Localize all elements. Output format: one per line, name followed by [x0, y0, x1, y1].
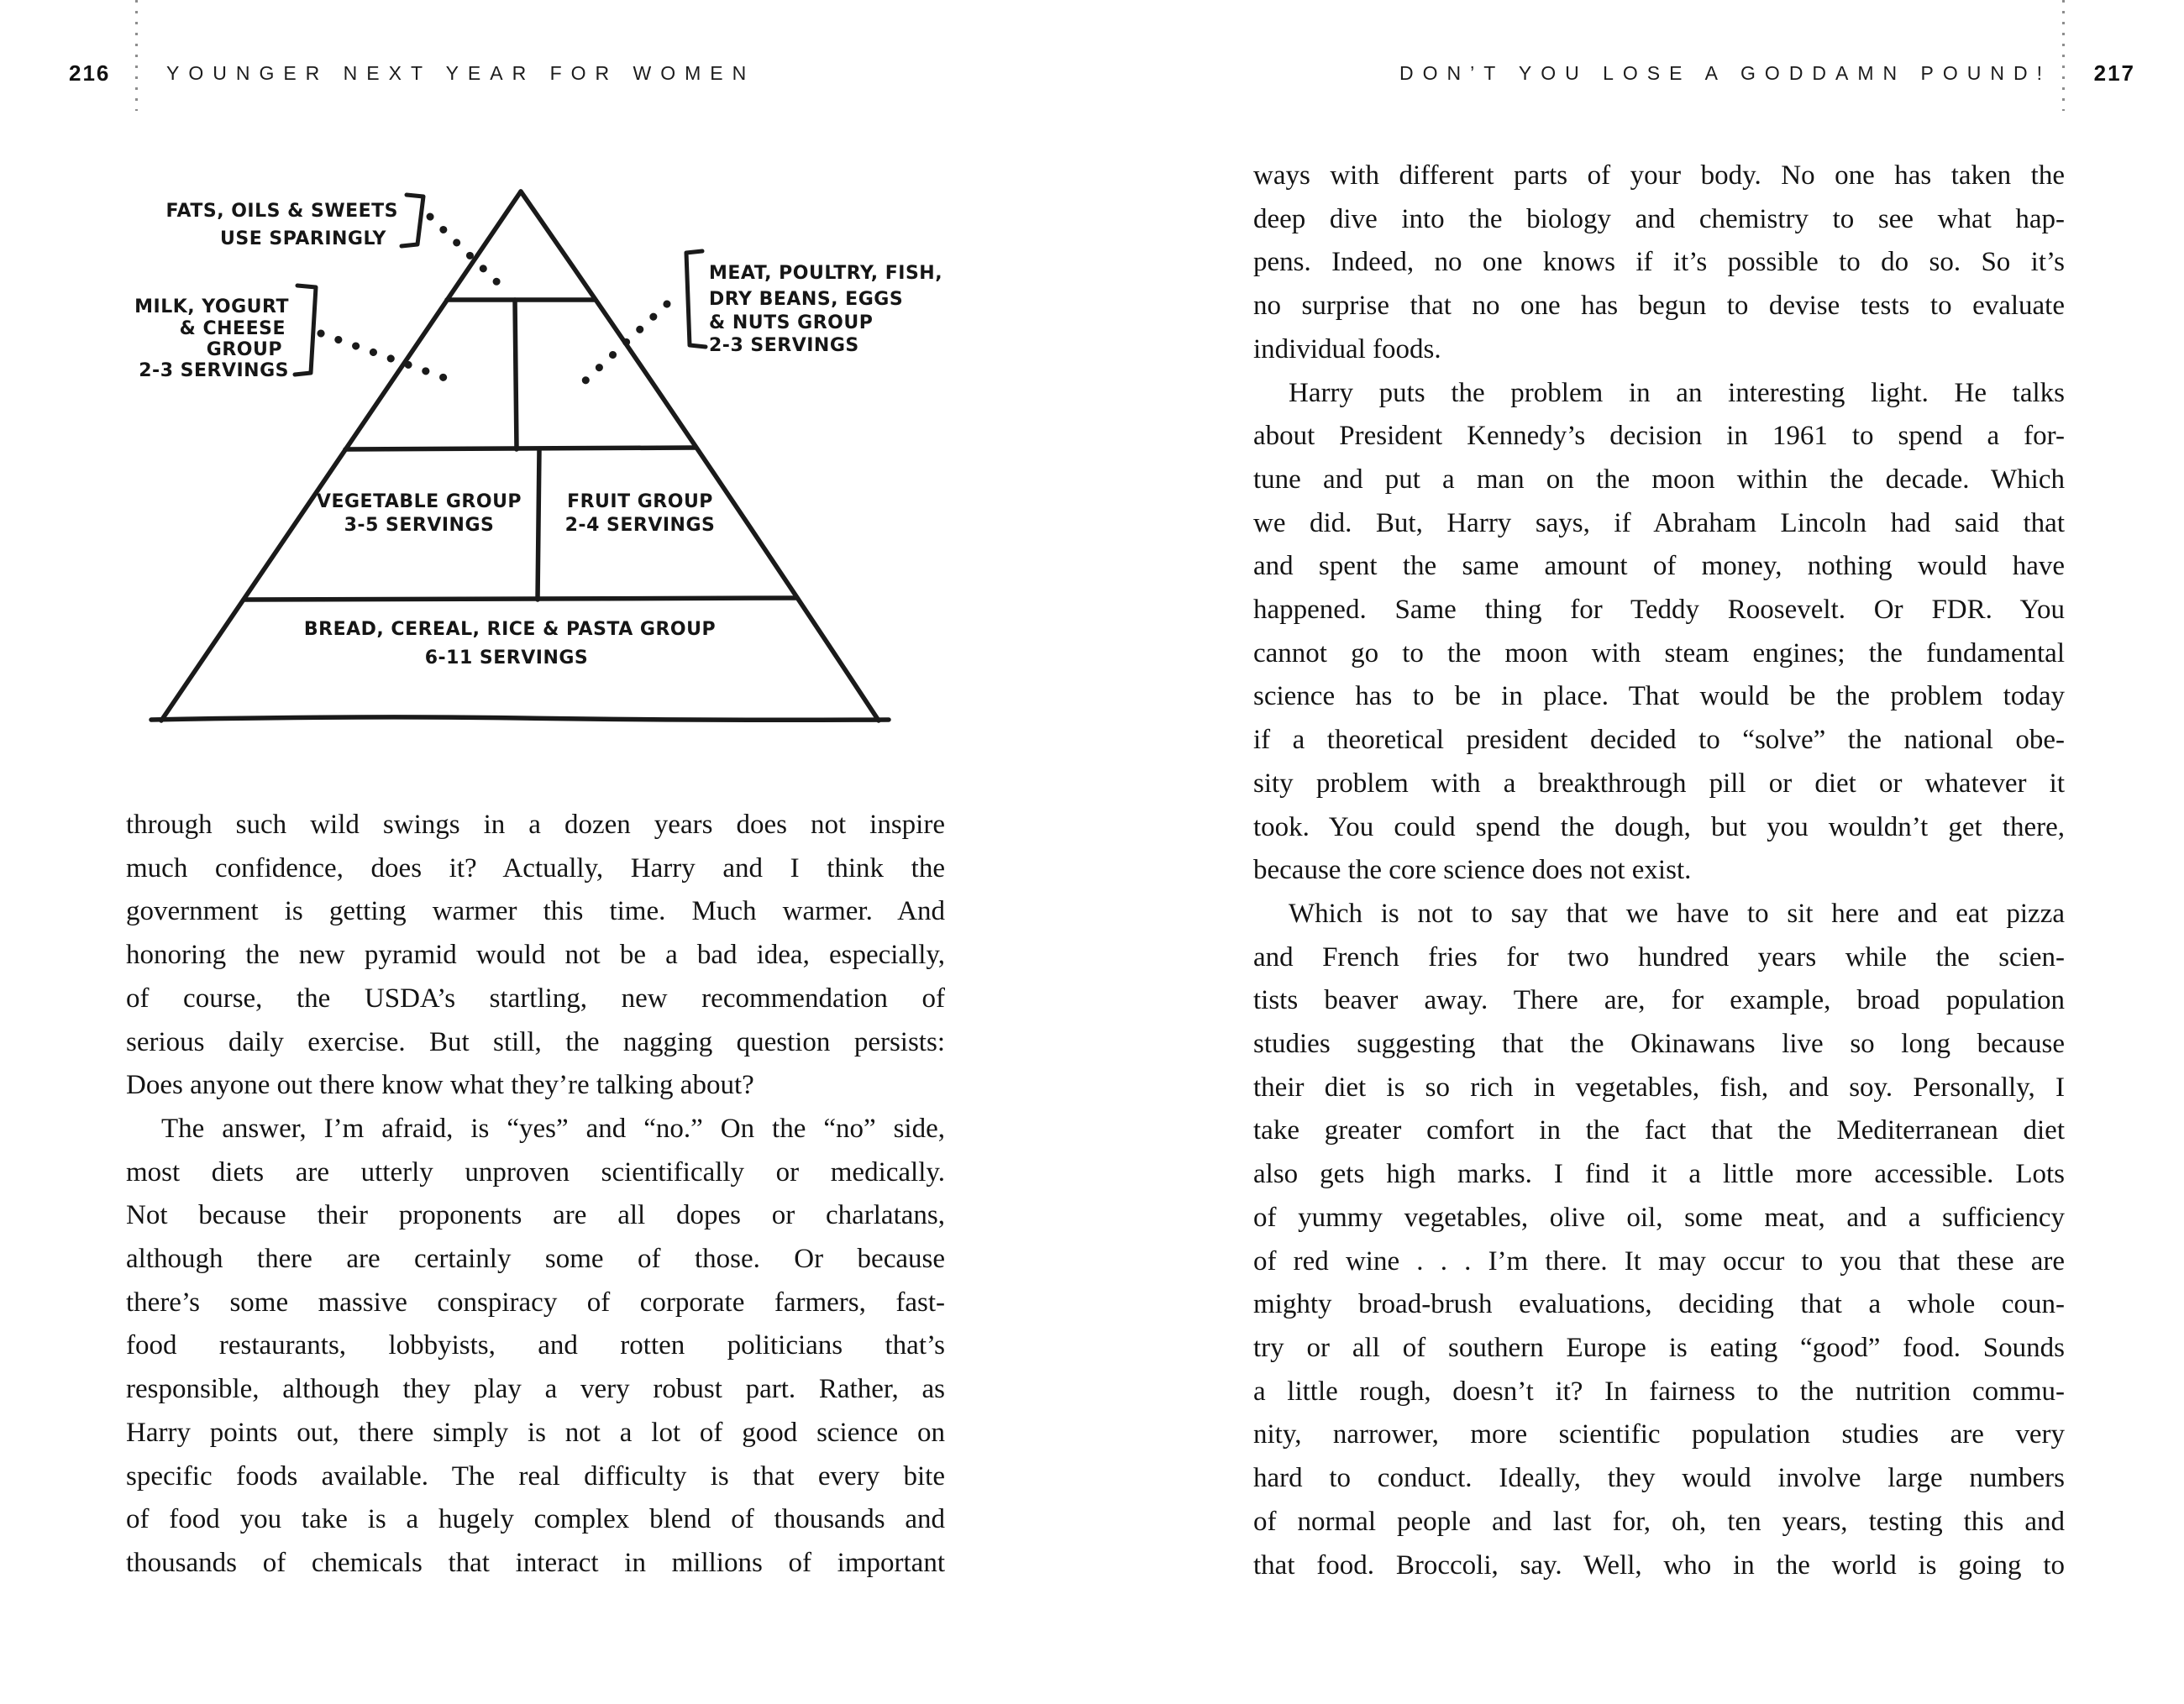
bread-label: 6-11 SERVINGS [424, 648, 589, 668]
text-line: there’s some massive conspiracy of corporate farmers, fast- [126, 1287, 945, 1318]
text-line: hard to conduct. Ideally, they would involve large numbers [1253, 1463, 2065, 1494]
text-line: also gets high marks. I find it a little more accessible. Lots [1253, 1159, 2065, 1190]
text-line: through such wild swings in a dozen years does not inspire [126, 810, 945, 840]
food-pyramid-figure [109, 92, 958, 756]
tier2-line [345, 448, 696, 449]
text-line: happened. Same thing for Teddy Roosevelt. Or FDR. You [1253, 595, 2065, 626]
text-line: take greater comfort in the fact that the Mediterranean diet [1253, 1115, 2065, 1146]
right-running-head: DON’T YOU LOSE A GODDAMN POUND! [1399, 62, 2051, 84]
text-line: of yummy vegetables, olive oil, some meat, and a sufficiency [1253, 1202, 2065, 1233]
text-line: individual foods. [1253, 333, 1441, 364]
meat-label: & NUTS GROUP [709, 312, 874, 333]
vegetable-label: VEGETABLE GROUP [316, 491, 522, 512]
text-line: sity problem with a breakthrough pill or diet or whatever it [1253, 768, 2065, 799]
milk-meat-divider [515, 300, 517, 449]
milk-label: MILK, YOGURT [134, 296, 289, 317]
left-page-body [126, 804, 945, 1586]
fruit-label: FRUIT GROUP [567, 491, 713, 512]
text-line: that food. Broccoli, say. Well, who in the world is going to [1253, 1549, 2065, 1581]
meat-leader-dots [585, 304, 667, 381]
meat-bracket [686, 251, 706, 347]
veg-fruit-divider [538, 449, 539, 600]
text-line: most diets are utterly unproven scientifically or medically. [126, 1156, 945, 1188]
milk-label: 2-3 SERVINGS [139, 360, 289, 381]
text-line: if a theoretical president decided to “solve” the national obe- [1253, 725, 2065, 756]
text-line: serious daily exercise. But still, the nagging question persists: [126, 1026, 945, 1057]
text-line: Not because their proponents are all dopes or charlatans, [126, 1200, 945, 1231]
text-line: no surprise that no one has begun to devise tests to evaluate [1253, 291, 2065, 322]
text-line: thousands of chemicals that interact in millions of important [126, 1547, 945, 1578]
text-line: tists beaver away. There are, for example, broad population [1253, 985, 2065, 1016]
text-line: of normal people and last for, oh, ten years, testing this and [1253, 1506, 2065, 1537]
text-line: about President Kennedy’s decision in 1961 to spend a for- [1253, 421, 2065, 452]
fats-label: USE SPARINGLY [220, 228, 386, 249]
text-line: responsible, although they play a very robust part. Rather, as [126, 1374, 945, 1405]
text-line: pens. Indeed, no one knows if it’s possible to do so. So it’s [1253, 247, 2065, 278]
milk-leader-dots [321, 333, 449, 380]
text-line: The answer, I’m afraid, is “yes” and “no.” On the “no” side, [161, 1113, 945, 1144]
text-line: and spent the same amount of money, nothing would have [1253, 551, 2065, 582]
text-line: specific foods available. The real difficulty is that every bite [126, 1460, 945, 1492]
right-page-number: 217 [2093, 60, 2135, 86]
text-line: honoring the new pyramid would not be a bad idea, especially, [126, 940, 945, 971]
fats-bracket [402, 195, 423, 246]
fruit-label: 2-4 SERVINGS [564, 515, 716, 536]
text-line: a little rough, doesn’t it? In fairness to the nutrition commu- [1253, 1376, 2065, 1407]
text-line: cannot go to the moon with steam engines; the fundamental [1253, 637, 2065, 668]
text-line: Does anyone out there know what they’re talking about? [126, 1070, 754, 1101]
text-line: ways with different parts of your body. No one has taken the [1253, 160, 2065, 191]
tier3-line [244, 598, 797, 600]
text-line: try or all of southern Europe is eating “good” food. Sounds [1253, 1332, 2065, 1363]
text-line: deep dive into the biology and chemistry to see what hap- [1253, 203, 2065, 234]
meat-label: DRY BEANS, EGGS [709, 289, 904, 310]
text-line: nity, narrower, more scientific population studies are very [1253, 1419, 2065, 1450]
text-line: and French fries for two hundred years while the scien- [1253, 941, 2065, 973]
text-line: government is getting warmer this time. Much warmer. And [126, 896, 945, 927]
text-line: tune and put a man on the moon within the decade. Which [1253, 464, 2065, 495]
milk-label: & CHEESE [179, 318, 286, 339]
text-line: studies suggesting that the Okinawans live so long because [1253, 1029, 2065, 1060]
text-line: we did. But, Harry says, if Abraham Lincoln had said that [1253, 507, 2065, 538]
left-page-number: 216 [69, 60, 111, 86]
left-running-head: YOUNGER NEXT YEAR FOR WOMEN [166, 62, 756, 84]
milk-label: GROUP [206, 339, 282, 360]
text-line: although there are certainly some of those. Or because [126, 1244, 945, 1275]
fats-leader-dots [430, 217, 502, 287]
vegetable-label: 3-5 SERVINGS [344, 515, 495, 536]
text-line: of course, the USDA’s startling, new recommendation of [126, 983, 945, 1014]
text-line: much confidence, does it? Actually, Harry and I think the [126, 852, 945, 883]
meat-label: MEAT, POULTRY, FISH, [709, 263, 943, 284]
milk-bracket [295, 286, 316, 375]
text-line: their diet is so rich in vegetables, fish, and soy. Personally, I [1253, 1072, 2065, 1103]
text-line: Which is not to say that we have to sit here and eat pizza [1289, 898, 2065, 929]
text-line: of red wine . . . I’m there. It may occur to you that these are [1253, 1245, 2065, 1277]
text-line: took. You could spend the dough, but you wouldn’t get there, [1253, 811, 2065, 842]
text-line: mighty broad-brush evaluations, deciding that a whole coun- [1253, 1289, 2065, 1320]
text-line: science has to be in place. That would be the problem today [1253, 681, 2065, 712]
bread-label: BREAD, CEREAL, RICE & PASTA GROUP [303, 619, 717, 640]
text-line: food restaurants, lobbyists, and rotten politicians that’s [126, 1330, 945, 1361]
meat-label: 2-3 SERVINGS [709, 335, 859, 356]
text-line: Harry puts the problem in an interesting light. He talks [1289, 377, 2065, 408]
text-line: because the core science does not exist. [1253, 855, 1692, 886]
fats-label: FATS, OILS & SWEETS [165, 201, 398, 222]
text-line: of food you take is a hugely complex blend of thousands and [126, 1504, 945, 1535]
text-line: Harry points out, there simply is not a lot of good science on [126, 1417, 945, 1448]
right-dotted-separator [2062, 0, 2065, 111]
right-page-body [1253, 155, 2065, 1587]
